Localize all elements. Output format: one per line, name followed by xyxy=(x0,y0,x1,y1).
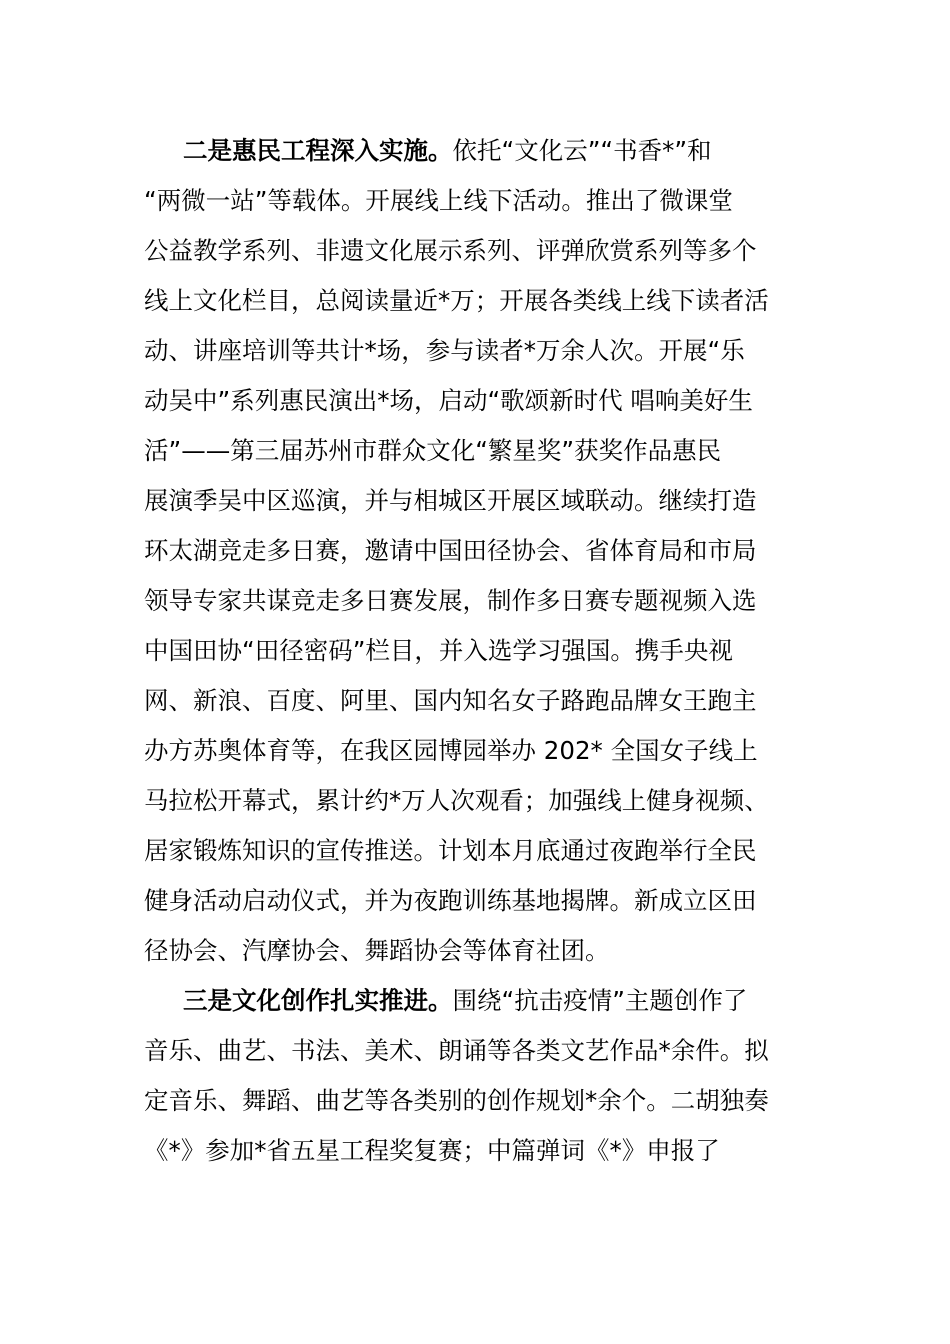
paragraph-1-line-15: 居家锻炼知识的宣传推送。计划本月底通过夜跑举行全民 xyxy=(144,836,757,865)
paragraph-1-line-3: 公益教学系列、非遗文化展示系列、评弹欣赏系列等多个 xyxy=(144,236,757,265)
paragraph-1-lead: 二是惠民工程深入实施。 xyxy=(183,136,453,165)
paragraph-1-line-11: 中国田协“田径密码”栏目，并入选学习强国。携手央视 xyxy=(144,636,733,665)
paragraph-2-line-2: 音乐、曲艺、书法、美术、朗诵等各类文艺作品*余件。拟 xyxy=(144,1036,769,1065)
paragraph-2-lead: 三是文化创作扎实推进。 xyxy=(183,986,453,1015)
paragraph-1-line-2: “两微一站”等载体。开展线上线下活动。推出了微课堂 xyxy=(144,186,733,215)
paragraph-1-line-1 xyxy=(183,136,712,166)
paragraph-2-line-4: 《*》参加*省五星工程奖复赛；中篇弹词《*》申报了 xyxy=(144,1136,720,1165)
paragraph-1-line-14: 马拉松开幕式，累计约*万人次观看；加强线上健身视频、 xyxy=(144,786,769,815)
paragraph-2-line-3: 定音乐、舞蹈、曲艺等各类别的创作规划*余个。二胡独奏 xyxy=(144,1086,769,1115)
paragraph-1-line-7: 活”——第三届苏州市群众文化“繁星奖”获奖作品惠民 xyxy=(144,436,722,465)
paragraph-1-line-6: 动吴中”系列惠民演出*场，启动“歌颂新时代 唱响美好生 xyxy=(144,386,753,415)
paragraph-1-line-8: 展演季吴中区巡演，并与相城区开展区域联动。继续打造 xyxy=(144,486,757,515)
paragraph-1-line-9: 环太湖竞走多日赛，邀请中国田径协会、省体育局和市局 xyxy=(144,536,757,565)
paragraph-1-line-5: 动、讲座培训等共计*场，参与读者*万余人次。开展“乐 xyxy=(144,336,745,365)
paragraph-2-line-1 xyxy=(183,986,747,1016)
paragraph-1-line-17: 径协会、汽摩协会、舞蹈协会等体育社团。 xyxy=(144,936,610,965)
paragraph-2-text: 围绕“抗击疫情”主题创作了 xyxy=(452,986,748,1015)
paragraph-1-line-12: 网、新浪、百度、阿里、国内知名女子路跑品牌女王跑主 xyxy=(144,686,757,715)
paragraph-1-line-13: 办方苏奥体育等，在我区园博园举办 202* 全国女子线上 xyxy=(144,736,758,765)
paragraph-1-line-4: 线上文化栏目，总阅读量近*万；开展各类线上线下读者活 xyxy=(144,286,769,315)
paragraph-1-line-10: 领导专家共谋竞走多日赛发展，制作多日赛专题视频入选 xyxy=(144,586,757,615)
paragraph-1-line-16: 健身活动启动仪式，并为夜跑训练基地揭牌。新成立区田 xyxy=(144,886,757,915)
paragraph-1-text: 依托“文化云”“书香*”和 xyxy=(452,136,712,165)
